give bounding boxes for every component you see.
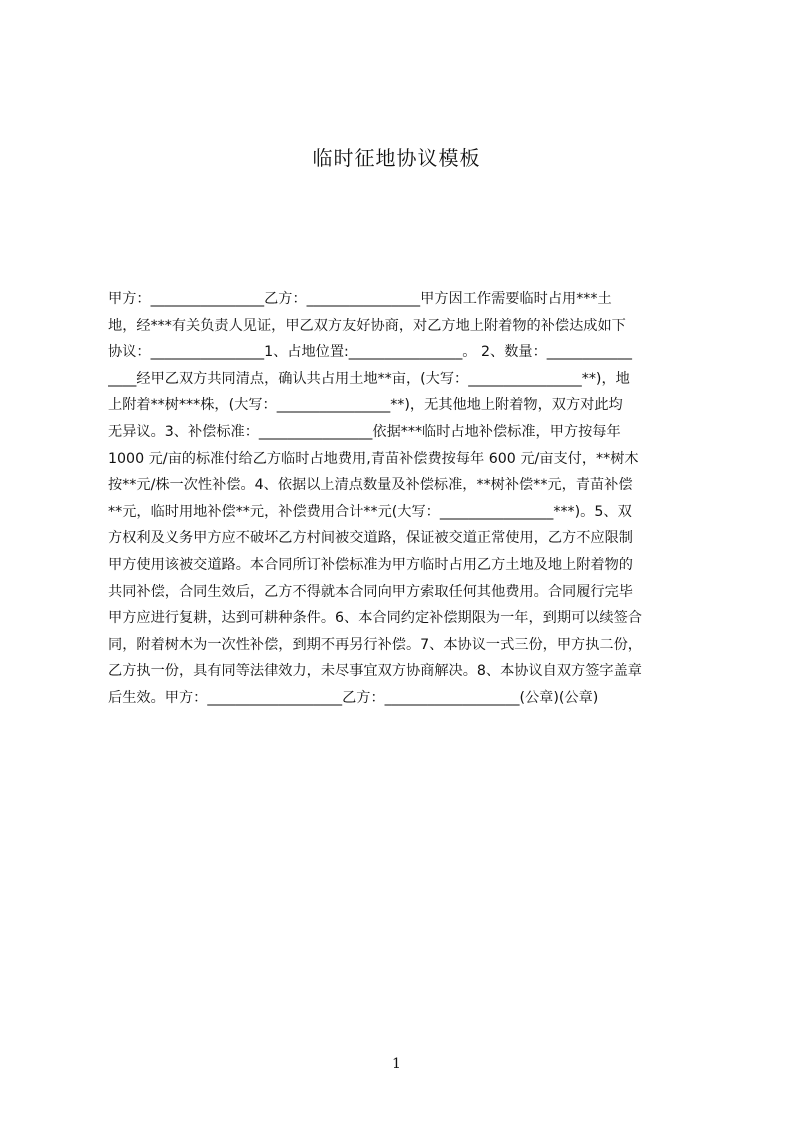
body-line: ____经甲乙双方共同清点，确认共占用土地**亩，(大写：________________**)，地 <box>108 370 630 387</box>
body-line: **元，临时用地补偿**元，补偿费用合计**元(大写：________________***)。5、双 <box>108 503 632 520</box>
body-line: 乙方执一份，具有同等法律效力，未尽事宜双方协商解决。8、本协议自双方签字盖章 <box>108 663 642 680</box>
body-line: 方权利及义务甲方应不破坏乙方村间被交道路，保证被交道正常使用，乙方不应限制 <box>108 530 633 547</box>
body-line: 1000 元/亩的标准付给乙方临时占地费用,青苗补偿费按每年 600 元/亩支付，**树木 <box>108 450 639 467</box>
body-line: 地，经***有关负责人见证，甲乙双方友好协商，对乙方地上附着物的补偿达成如下 <box>108 317 626 334</box>
document-title: 临时征地协议模板 <box>312 146 481 170</box>
body-line: 共同补偿，合同生效后，乙方不得就本合同向甲方索取任何其他费用。合同履行完毕 <box>108 583 633 600</box>
body-line: 同，附着树木为一次性补偿，到期不再另行补偿。7、本协议一式三份，甲方执二份， <box>108 636 642 653</box>
body-line: 按**元/株一次性补偿。4、依据以上清点数量及补偿标准，**树补偿**元，青苗补偿 <box>108 477 633 494</box>
agreement-body <box>108 286 698 716</box>
body-line: 甲方：________________乙方：________________甲方因工作需要临时占用***土 <box>108 291 612 307</box>
body-line: 甲方应进行复耕，达到可耕种条件。6、本合同约定补偿期限为一年，到期可以续签合 <box>108 610 642 627</box>
body-line: 甲方使用该被交道路。本合同所订补偿标准为甲方临时占用乙方土地及地上附着物的 <box>108 556 633 573</box>
body-line: 无异议。3、补偿标准：________________依据***临时占地补偿标准，甲方按每年 <box>108 423 621 440</box>
body-line: 上附着**树***株，(大写：________________**)，无其他地上附着物，双方对此均 <box>108 397 623 414</box>
body-line: 协议：________________1、占地位置:________________。 2、数量：____________ <box>108 344 632 361</box>
page-number: 1 <box>392 1056 401 1072</box>
body-line: 后生效。甲方：___________________乙方：___________________(公章)(公章) <box>108 689 599 706</box>
